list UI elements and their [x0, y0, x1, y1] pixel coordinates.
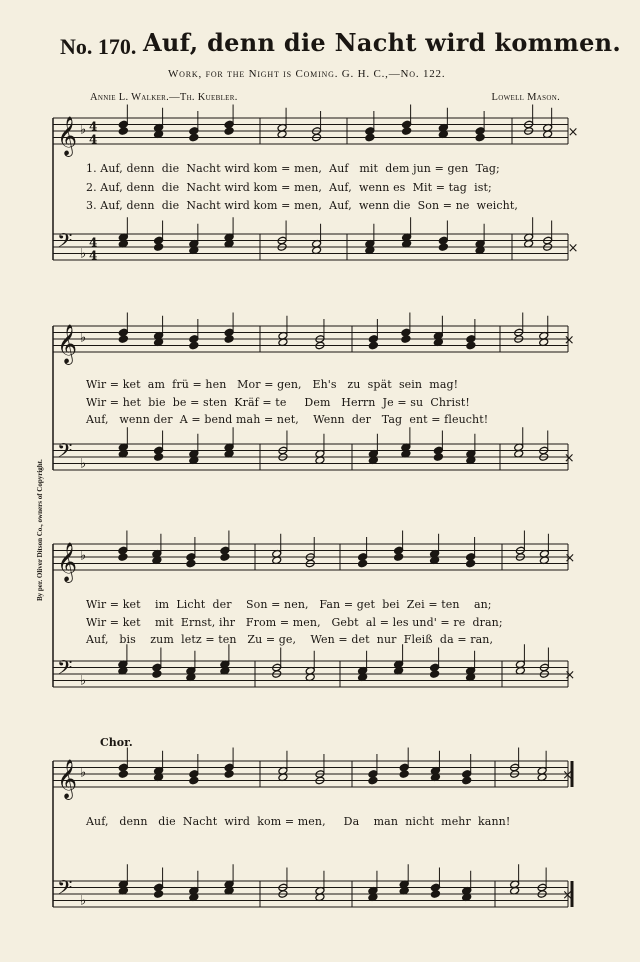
flat-icon: ♭ [80, 548, 87, 564]
bass-clef-icon: 𝄢 [57, 438, 73, 467]
copyright-note: By per. Oliver Ditson Co., owners of Copyright. [36, 459, 44, 601]
lyric-line: 2. Auf, denn die Nacht wird kom = men, Auf, wenn es Mit = tag ist; [86, 181, 492, 194]
notehead [118, 770, 128, 779]
notehead [462, 776, 472, 785]
rest-icon: × [567, 241, 579, 257]
time-signature-top: 4 [89, 119, 98, 134]
notehead [466, 341, 476, 350]
notehead [118, 553, 128, 562]
rest-icon: × [567, 125, 579, 141]
lyric-line: 3. Auf, denn die Nacht wird kom = men, Auf, wenn die Son = ne weicht, [86, 199, 518, 212]
hymn-subtitle: Work, for the Night is Coming. G. H. C.,—No. 122. [168, 68, 446, 80]
treble-clef-icon: 𝄞 [57, 759, 78, 799]
flat-icon: ♭ [80, 673, 87, 689]
notehead [365, 133, 375, 142]
rest-icon: × [563, 451, 575, 467]
flat-icon: ♭ [80, 122, 87, 138]
lyric-line: Auf, wenn der A = bend mah = net, Wenn der Tag ent = fleucht! [86, 413, 489, 426]
notehead [152, 670, 162, 679]
notehead [189, 776, 199, 785]
notehead [186, 559, 196, 568]
notehead [118, 335, 128, 344]
time-signature-bottom: 4 [89, 132, 98, 147]
treble-clef-icon: 𝄞 [57, 324, 78, 364]
flat-icon: ♭ [80, 246, 87, 262]
lyric-line: Wir = ket im Licht der Son = nen, Fan = get bei Zei = ten an; [86, 598, 492, 611]
notehead [402, 127, 412, 136]
hymn-title: Auf, denn die Nacht wird kommen. [143, 28, 622, 57]
notehead [394, 553, 404, 562]
lyric-line: 1. Auf, denn die Nacht wird kom = men, Auf mit dem jun = gen Tag; [86, 162, 500, 175]
notehead [224, 127, 234, 136]
notehead [189, 341, 199, 350]
hymn-number: No. 170. [60, 34, 137, 59]
time-signature-top: 4 [89, 235, 98, 250]
bass-clef-icon: 𝄢 [57, 228, 73, 257]
lyric-line: Wir = ket am frü = hen Mor = gen, Eh's zu spät sein mag! [86, 378, 459, 391]
notehead [475, 133, 485, 142]
bass-clef-icon: 𝄢 [57, 655, 73, 684]
notehead [224, 770, 234, 779]
rest-icon: × [564, 551, 576, 567]
rest-icon: × [563, 333, 575, 349]
notehead [368, 341, 378, 350]
flat-icon: ♭ [80, 893, 87, 909]
lyric-line: Auf, denn die Nacht wird kom = men, Da man nicht mehr kann! [86, 815, 511, 828]
notehead [401, 335, 411, 344]
notehead [118, 127, 128, 136]
notehead [224, 335, 234, 344]
notehead [438, 243, 448, 252]
flat-icon: ♭ [80, 330, 87, 346]
notehead [154, 890, 164, 899]
notehead [358, 559, 368, 568]
composer-credit: Lowell Mason. [491, 92, 560, 103]
bass-clef-icon: 𝄢 [57, 875, 73, 904]
notehead [430, 890, 440, 899]
notehead [466, 559, 476, 568]
lyric-line: Wir = ket mit Ernst, ihr From = men, Gebt al = les und' = re dran; [86, 616, 503, 629]
lyric-line: Auf, bis zum letz = ten Zu = ge, Wen = det nur Fleiß da = ran, [86, 633, 494, 646]
notehead [430, 670, 440, 679]
lyricist-credit: Annie L. Walker.—Th. Kuebler. [90, 92, 238, 103]
flat-icon: ♭ [80, 765, 87, 781]
time-signature-bottom: 4 [89, 248, 98, 263]
notehead [220, 553, 230, 562]
rest-icon: × [562, 768, 574, 784]
notehead [433, 453, 443, 462]
treble-clef-icon: 𝄞 [57, 116, 78, 156]
rest-icon: × [564, 668, 576, 684]
notehead [154, 453, 164, 462]
treble-clef-icon: 𝄞 [57, 542, 78, 582]
notehead [154, 243, 164, 252]
notehead [368, 776, 378, 785]
lyric-line: Wir = het bie be = sten Kräf = te Dem Herrn Je = su Christ! [86, 396, 470, 409]
chorus-label: Chor. [100, 736, 133, 749]
notehead [189, 133, 199, 142]
flat-icon: ♭ [80, 456, 87, 472]
notehead [399, 770, 409, 779]
rest-icon: × [562, 888, 574, 904]
